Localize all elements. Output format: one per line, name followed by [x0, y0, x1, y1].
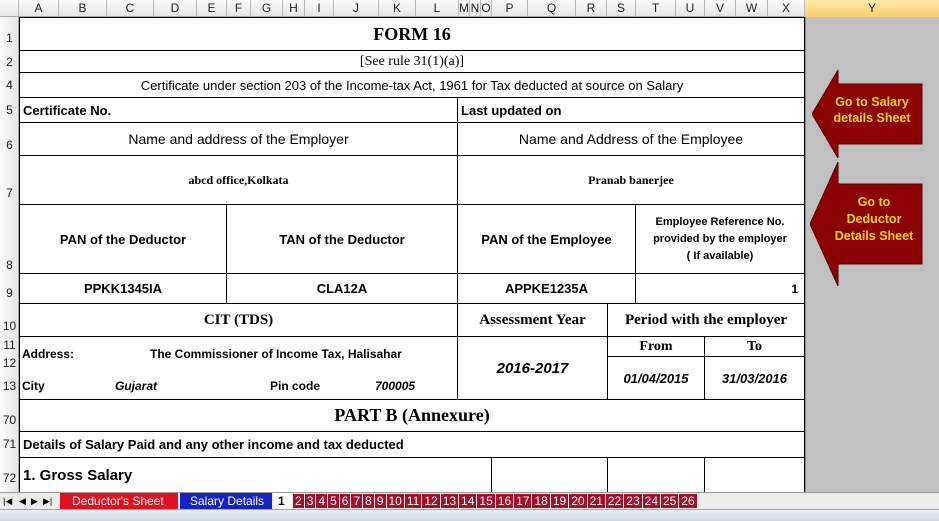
tab-9[interactable]: 9 — [376, 494, 384, 508]
row-header-4[interactable]: 4 — [6, 78, 13, 92]
col-header-h[interactable]: H — [283, 0, 305, 17]
address-block[interactable] — [19, 336, 458, 400]
col-header-x[interactable]: X — [768, 0, 805, 17]
row-header-1[interactable]: 1 — [6, 31, 13, 45]
assessment-year-value[interactable]: 2016-2017 — [457, 336, 608, 400]
col-header-j[interactable]: J — [334, 0, 379, 17]
col-header-v[interactable]: V — [705, 0, 736, 17]
tab-22[interactable]: 22 — [607, 494, 622, 508]
row-header-2[interactable]: 2 — [6, 55, 13, 69]
col-header-c[interactable]: C — [107, 0, 154, 17]
gross-salary-label[interactable]: 1. Gross Salary — [19, 457, 492, 492]
certificate-description[interactable]: Certificate under section 203 of the Income-tax Act, 1961 for Tax deducted at source on Salary — [19, 72, 805, 98]
salary-button-line2: details Sheet — [833, 111, 911, 125]
employer-name-label[interactable]: Name and address of the Employer — [19, 122, 458, 156]
tab-6[interactable]: 6 — [341, 494, 349, 508]
certificate-no-label[interactable]: Certificate No. — [19, 97, 458, 123]
tab-26[interactable]: 26 — [681, 494, 695, 508]
tab-17[interactable]: 17 — [516, 494, 530, 508]
col-header-s[interactable]: S — [607, 0, 636, 17]
tab-25[interactable]: 25 — [663, 494, 677, 508]
row-header-8[interactable]: 8 — [6, 258, 13, 272]
col-header-r[interactable]: R — [576, 0, 607, 17]
deductor-button-line1: Go to — [857, 195, 891, 209]
pincode-label: Pin code — [270, 379, 321, 393]
pan-deductor-value[interactable]: PPKK1345IA — [19, 273, 227, 304]
col-header-o[interactable]: O — [481, 1, 491, 15]
tab-11[interactable]: 11 — [406, 494, 420, 508]
pan-employee-label[interactable]: PAN of the Employee — [457, 204, 636, 274]
tab-16[interactable]: 16 — [497, 494, 512, 508]
row-header-11[interactable]: 11 — [3, 338, 16, 352]
part-b-title[interactable]: PART B (Annexure) — [19, 399, 805, 432]
salary-details-heading[interactable]: Details of Salary Paid and any other income and tax deducted — [19, 431, 805, 458]
col-header-a[interactable]: A — [19, 0, 59, 17]
tan-deductor-label[interactable]: TAN of the Deductor — [226, 204, 458, 274]
tab-20[interactable]: 20 — [571, 494, 585, 508]
sheet-tab-bar — [0, 492, 939, 509]
pan-deductor-label[interactable]: PAN of the Deductor — [19, 204, 227, 274]
form-title[interactable]: FORM 16 — [19, 17, 805, 51]
tab-19[interactable]: 19 — [552, 494, 567, 508]
col-header-g[interactable]: G — [251, 0, 283, 17]
col-header-y[interactable]: Y — [805, 0, 939, 17]
employee-ref-value[interactable]: 1 — [635, 273, 805, 304]
col-header-d[interactable]: D — [154, 0, 197, 17]
tab-5[interactable]: 5 — [330, 494, 337, 508]
employee-ref-label-line3: ( If available) — [686, 249, 754, 262]
row-header-12[interactable]: 12 — [2, 356, 17, 370]
tab-8[interactable]: 8 — [365, 494, 372, 508]
employer-address-value[interactable]: abcd office,Kolkata — [19, 155, 458, 205]
go-to-salary-details-button[interactable] — [812, 70, 925, 158]
tab-deductors-sheet[interactable]: Deductor's Sheet — [60, 493, 178, 509]
col-header-q[interactable]: Q — [528, 0, 576, 17]
tab-10[interactable]: 10 — [388, 494, 402, 508]
to-label[interactable]: To — [704, 336, 805, 357]
address-label: Address: — [22, 347, 75, 361]
row-header-10[interactable]: 10 — [2, 319, 17, 333]
tab-1[interactable]: 1 — [274, 493, 292, 509]
city-label: City — [22, 379, 45, 393]
numbered-tabs — [293, 493, 698, 509]
col-header-w[interactable]: W — [736, 0, 768, 17]
period-label[interactable]: Period with the employer — [607, 303, 805, 337]
first-sheet-icon[interactable]: |◀ — [3, 496, 13, 506]
tab-3[interactable]: 3 — [306, 494, 314, 508]
deductor-button-line3: Details Sheet — [834, 229, 914, 243]
tab-7[interactable]: 7 — [353, 494, 361, 508]
tab-15[interactable]: 15 — [479, 494, 493, 508]
employee-ref-label[interactable] — [635, 204, 805, 274]
tab-21[interactable]: 21 — [589, 494, 603, 508]
column-header — [0, 0, 939, 17]
gross-salary-cell-2[interactable] — [607, 457, 705, 492]
prev-sheet-icon[interactable]: ◀ — [19, 496, 26, 506]
from-label[interactable]: From — [607, 336, 705, 357]
assessment-year-label[interactable]: Assessment Year — [457, 303, 608, 337]
col-header-i[interactable]: I — [305, 0, 334, 17]
row-header-13[interactable]: 13 — [2, 379, 17, 393]
to-date-value[interactable]: 31/03/2016 — [704, 356, 805, 400]
deductor-button-text — [824, 194, 924, 245]
pincode-value: 700005 — [375, 379, 416, 393]
tab-13[interactable]: 13 — [442, 494, 457, 508]
row-header-70[interactable]: 70 — [2, 413, 17, 427]
col-header-l[interactable]: L — [416, 0, 459, 17]
col-header-k[interactable]: K — [379, 0, 416, 17]
tab-salary-details[interactable]: Salary Details — [180, 493, 272, 509]
go-to-deductor-details-button[interactable] — [810, 162, 925, 286]
pan-employee-value[interactable]: APPKE1235A — [457, 273, 636, 304]
salary-button-text — [822, 94, 922, 126]
col-header-n[interactable]: N — [470, 1, 480, 15]
gross-salary-cell-1[interactable] — [491, 457, 608, 492]
employee-ref-label-line2: provided by the employer — [653, 232, 787, 245]
deductor-button-line2: Deductor — [846, 212, 902, 226]
tab-12[interactable]: 12 — [424, 494, 438, 508]
city-value: Gujarat — [115, 379, 158, 393]
tab-4[interactable]: 4 — [318, 494, 326, 508]
tab-23[interactable]: 23 — [626, 494, 640, 508]
last-updated-label[interactable]: Last updated on — [457, 97, 805, 123]
from-date-value[interactable]: 01/04/2015 — [607, 356, 705, 400]
salary-button-line1: Go to Salary — [835, 95, 909, 109]
next-sheet-icon[interactable]: ▶ — [31, 496, 38, 506]
col-header-t[interactable]: T — [636, 0, 676, 17]
col-header-b[interactable]: B — [59, 0, 107, 17]
tab-2[interactable]: 2 — [295, 494, 302, 508]
bottom-toolbar — [0, 509, 939, 521]
row-header-7[interactable]: 7 — [6, 186, 13, 200]
last-sheet-icon[interactable]: ▶| — [43, 496, 53, 506]
row-header-5[interactable]: 5 — [6, 103, 13, 117]
employee-ref-label-line1: Employee Reference No. — [655, 215, 785, 228]
row-header-72[interactable]: 72 — [2, 471, 17, 485]
col-header-m[interactable]: M — [459, 1, 469, 15]
form16-sheet — [19, 17, 805, 492]
tab-18[interactable]: 18 — [534, 494, 548, 508]
tab-24[interactable]: 24 — [644, 494, 658, 508]
cit-tds-label[interactable]: CIT (TDS) — [19, 303, 458, 337]
col-header-f[interactable]: F — [227, 0, 251, 17]
row-header-9[interactable]: 9 — [6, 286, 13, 300]
select-all-corner[interactable] — [0, 0, 19, 17]
tab-14[interactable]: 14 — [461, 494, 475, 508]
row-header-71[interactable]: 71 — [2, 437, 17, 451]
address-value: The Commissioner of Income Tax, Halisahar — [150, 347, 402, 361]
tan-deductor-value[interactable]: CLA12A — [226, 273, 458, 304]
col-header-p[interactable]: P — [492, 0, 528, 17]
row-header-6[interactable]: 6 — [6, 138, 13, 152]
rule-reference[interactable]: [See rule 31(1)(a)] — [19, 50, 805, 73]
col-header-e[interactable]: E — [197, 0, 227, 17]
gross-salary-cell-3[interactable] — [704, 457, 805, 492]
col-header-u[interactable]: U — [676, 0, 705, 17]
employee-name-label[interactable]: Name and Address of the Employee — [457, 122, 805, 156]
employee-name-value[interactable]: Pranab banerjee — [457, 155, 805, 205]
row-header — [0, 17, 19, 492]
